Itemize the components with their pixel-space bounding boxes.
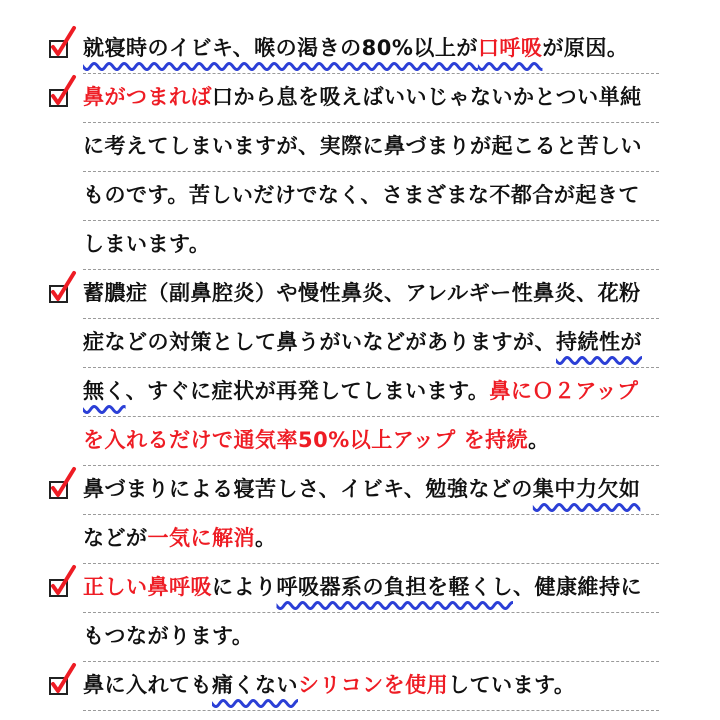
body-text: 無く <box>83 379 126 403</box>
text-line <box>83 73 659 123</box>
body-text: 集中力欠如 <box>532 477 641 501</box>
checkbox-check-icon <box>50 482 70 502</box>
body-text: などが <box>83 526 148 550</box>
checkbox-check-icon <box>50 41 70 61</box>
text-line <box>83 661 659 711</box>
body-text: ものです。苦しいだけでなく、さまざまな不都合が起きて <box>83 183 640 207</box>
body-text: 痛くない <box>212 673 298 697</box>
body-text: 。 <box>528 428 550 452</box>
text-line <box>83 24 659 74</box>
body-text: 持続性が <box>556 330 642 354</box>
highlight-text: を入れるだけで通気率50%以上アップ を持続 <box>83 428 529 452</box>
text-line <box>83 563 659 613</box>
body-text: もつながります。 <box>83 624 254 648</box>
body-text: 、すぐに症状が再発してしまいます。 <box>125 379 490 403</box>
text-line <box>83 171 659 221</box>
body-text: しまいます。 <box>83 232 211 256</box>
highlight-text: シリコンを使用 <box>298 673 449 697</box>
body-text: 口から息を吸えばいいじゃないかとつい単純 <box>212 85 642 109</box>
body-text: 就寝時のイビキ、喉の渇きの80%以上が <box>83 36 478 60</box>
text-line <box>83 122 659 172</box>
body-text: 鼻づまりによる寝苦しさ、イビキ、勉強などの <box>83 477 533 501</box>
checkbox-check-icon <box>50 90 70 110</box>
text-line <box>83 367 659 417</box>
highlight-text: 鼻にＯ２アップ <box>489 379 639 403</box>
body-text: に考えてしまいますが、実際に鼻づまりが起こると苦しい <box>83 134 642 158</box>
text-line <box>83 465 659 515</box>
highlight-text: 正しい鼻呼吸 <box>83 575 212 599</box>
text-line <box>83 514 659 564</box>
body-text: 症などの対策として鼻うがいなどがありますが、 <box>83 330 556 354</box>
body-text: 呼吸器系の負担を軽くし <box>276 575 513 599</box>
text-line <box>83 612 659 662</box>
checkbox-check-icon <box>50 580 70 600</box>
body-text: により <box>212 575 277 599</box>
body-text: 。 <box>255 526 277 550</box>
body-text: 、健康維持に <box>513 575 642 599</box>
highlight-text: 口呼吸 <box>477 36 543 60</box>
body-text: しています。 <box>448 673 576 697</box>
body-text: が原因。 <box>542 36 629 60</box>
highlight-text: 一気に解消 <box>147 526 255 550</box>
checkbox-check-icon <box>50 678 70 698</box>
body-text: 鼻に入れても <box>83 673 212 697</box>
highlight-text: 鼻がつまれば <box>83 85 212 109</box>
text-line <box>83 416 659 466</box>
checkbox-check-icon <box>50 286 70 306</box>
text-line <box>83 269 659 319</box>
body-text: 蓄膿症（副鼻腔炎）や慢性鼻炎、アレルギー性鼻炎、花粉 <box>83 281 641 305</box>
text-line <box>83 220 659 270</box>
text-line <box>83 318 659 368</box>
